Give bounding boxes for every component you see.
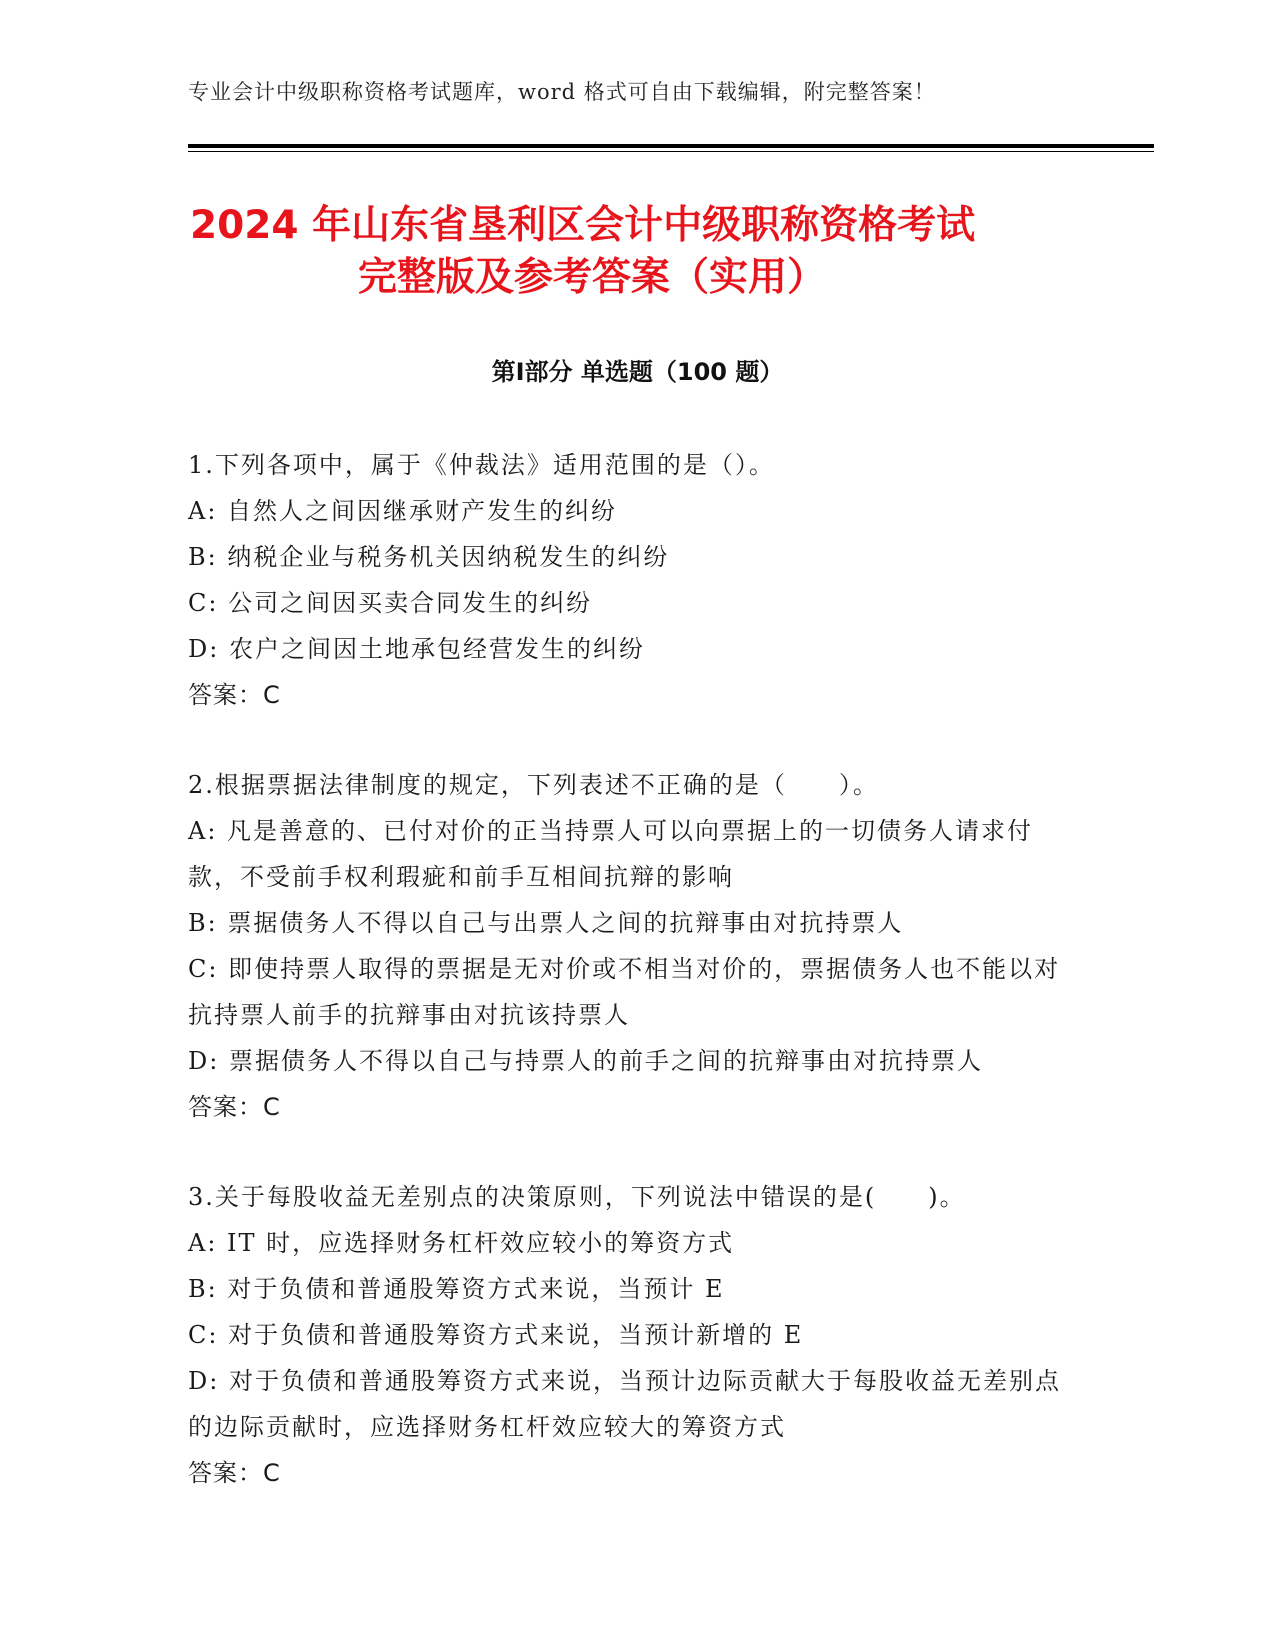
question-list [188,442,1078,1540]
answer: 答案：C [188,1459,281,1487]
answer: 答案：C [188,1093,281,1121]
option-a: A: IT 时，应选择财务杠杆效应较小的筹资方式 [188,1229,735,1257]
question-1 [188,442,1078,718]
question-2 [188,762,1078,1130]
option-a: A: 自然人之间因继承财产发生的纠纷 [188,497,618,525]
option-c: C: 公司之间因买卖合同发生的纠纷 [188,589,593,617]
answer: 答案：C [188,681,281,709]
header-rule-thick [188,144,1154,148]
question-stem: 2.根据票据法律制度的规定，下列表述不正确的是（ ）。 [188,771,879,799]
option-d: D: 票据债务人不得以自己与持票人的前手之间的抗辩事由对抗持票人 [188,1047,983,1075]
option-b: B: 票据债务人不得以自己与出票人之间的抗辩事由对抗持票人 [188,909,904,937]
option-a: A: 凡是善意的、已付对价的正当持票人可以向票据上的一切债务人请求付款，不受前手权利瑕疵和前手互相间抗辩的影响 [188,817,1034,891]
question-stem: 1.下列各项中，属于《仲裁法》适用范围的是（）。 [188,451,775,479]
section-title: 第Ⅰ部分 单选题（100 题） [491,358,784,386]
option-b: B: 对于负债和普通股筹资方式来说，当预计 E [188,1275,725,1303]
option-c: C: 即使持票人取得的票据是无对价或不相当对价的，票据债务人也不能以对抗持票人前手的抗辩事由对抗该持票人 [188,955,1061,1029]
header-note: 专业会计中级职称资格考试题库，word 格式可自由下载编辑，附完整答案！ [188,80,936,104]
option-b: B: 纳税企业与税务机关因纳税发生的纠纷 [188,543,670,571]
question-3 [188,1174,1078,1496]
document-title [190,200,1090,304]
header-rule-thin [188,151,1154,152]
option-d: D: 对于负债和普通股筹资方式来说，当预计边际贡献大于每股收益无差别点的边际贡献时，应选择财务杠杆效应较大的筹资方式 [188,1367,1061,1441]
question-stem: 3.关于每股收益无差别点的决策原则，下列说法中错误的是( )。 [188,1183,966,1211]
title-line-2: 完整版及参考答案（实用） [358,255,827,300]
option-c: C: 对于负债和普通股筹资方式来说，当预计新增的 E [188,1321,804,1349]
option-d: D: 农户之间因土地承包经营发生的纠纷 [188,635,645,663]
title-line-1: 2024 年山东省垦利区会计中级职称资格考试 [190,203,976,248]
